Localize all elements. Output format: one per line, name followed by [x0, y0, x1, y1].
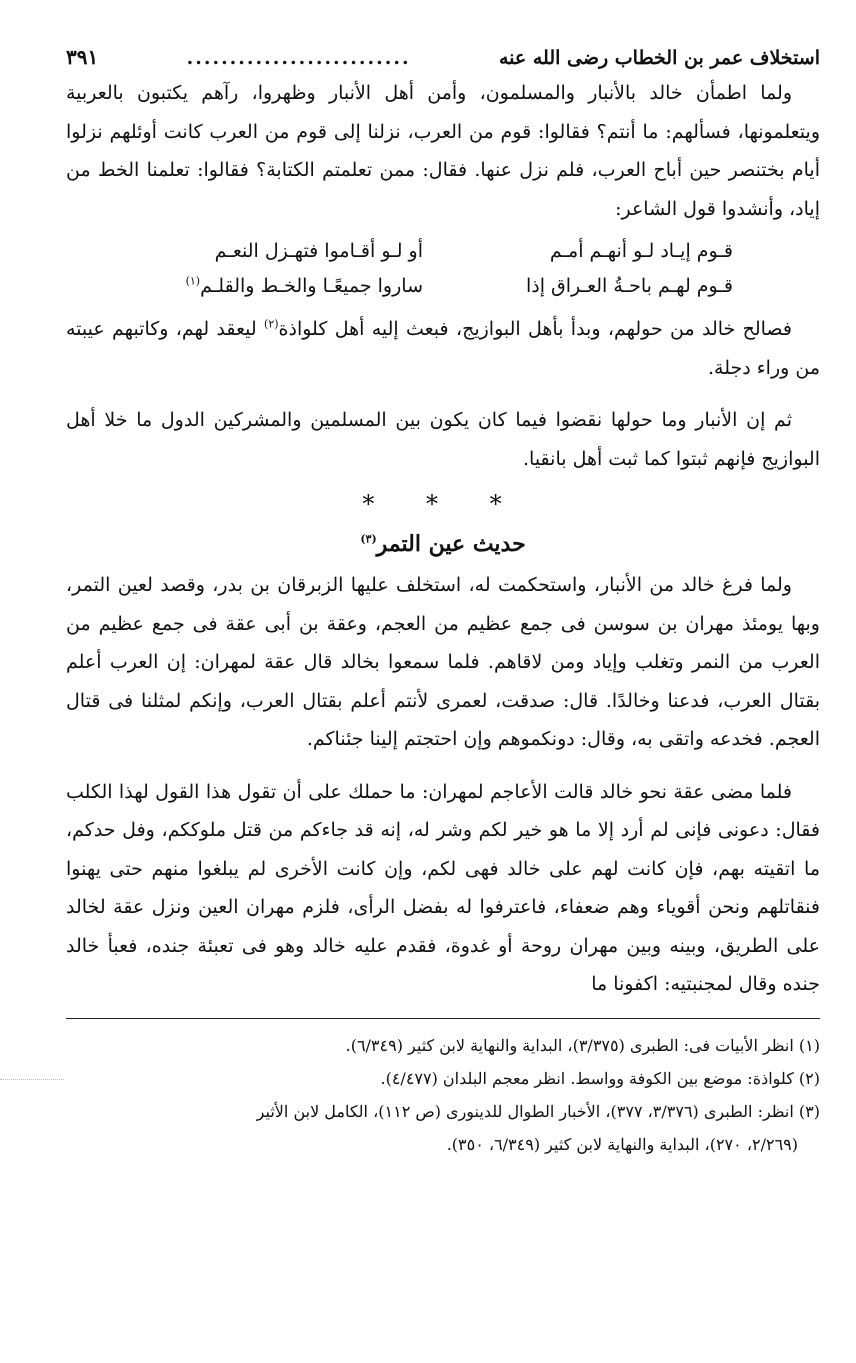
- paragraph-2: [66, 310, 820, 387]
- verse-2: [66, 269, 820, 304]
- verse-2-second-text: ساروا جميعًـا والخـط والقلـم: [200, 275, 423, 297]
- poem: [66, 234, 820, 304]
- paragraph-2-part-a: فصالح خالد من حولهم، وبدأ بأهل البوازيج، فبعث إليه أهل كلواذة: [278, 318, 792, 340]
- verse-1-second-hemistich: أو لـو أقـاموا فتهـزل النعـم: [214, 240, 423, 262]
- paragraph-4: ولما فرغ خالد من الأنبار، واستحكمت له، استخلف عليها الزبرقان بن بدر، وقصد لعين التمر، وبها يومئذ مهران بن سوسن فى جمع عظيم من العجم، وعقة بن أبى عقة فى جمع عظيم من العرب من النمر وتغلب وإياد ومن لاقاهم. فلما سمعوا بخالد قال عقة لمهران: إن العرب أعلم بقتال العرب، فدعنا وخالدًا. قال: صدقت، لعمرى لأنتم أعلم بقتال العرب، وإنكم لمثلنا فى قتال العجم. فخدعه واتقى به، وقال: دونكموهم وإن احتجتم إلينا جئناكم.: [66, 574, 820, 750]
- book-page: [66, 40, 820, 1161]
- footnote-ref-1[interactable]: (١): [185, 274, 201, 288]
- chapter-title: استخلاف عمر بن الخطاب رضى الله عنه: [498, 47, 820, 69]
- footnote-3: (٣) انظر: الطبرى (٣/٣٧٦، ٣٧٧)، الأخبار الطوال للدينورى (ص ١١٢)، الكامل لابن الأثير: [256, 1101, 820, 1121]
- footnote-3-continued: (٢/٢٦٩، ٢٧٠)، البداية والنهاية لابن كثير (٦/٣٤٩، ٣٥٠).: [446, 1134, 798, 1154]
- paragraph-2-part-b: ليعقد لهم، وكاتبهم عيبته من وراء دجلة.: [66, 318, 820, 379]
- section-heading-text: حديث عين التمر: [376, 531, 526, 557]
- footnote-ref-2[interactable]: (٢): [264, 317, 279, 331]
- paragraph-3: ثم إن الأنبار وما حولها نقضوا فيما كان يكون بين المسلمين والمشركين الدول ما خلا أهل البوازيج فإنهم ثبتوا كما ثبت أهل بانقيا.: [66, 409, 820, 470]
- footnote-2: (٢) كلواذة: موضع بين الكوفة وواسط. انظر معجم البلدان (٤/٤٧٧).: [380, 1068, 820, 1088]
- paragraph-5: فلما مضى عقة نحو خالد قالت الأعاجم لمهران: ما حملك على أن تقول هذا القول لهذا الكلب فقال: دعونى فإنى لم أرد إلا ما هو خير لكم وشر له، إنه قد جاءكم من قتل ملوككم، وفل حدكم، ما اتقيته بهم، فإن كانت لهم على خالد فهى لكم، وإن كانت الأخرى لم يبلغوا منهم حتى يهنوا فنقاتلهم ونحن أقوياء وهم ضعفاء، فاعترفوا له بفضل الرأى، فلزم مهران العين ونزل عقة لخالد على الطريق، وبينه وبين مهران روحة أو غدوة، فقدم عليه خالد وهو فى تعبئة جنده، فعبأ خالد جنده وقال لمجنبتيه: اكفونا ما: [66, 780, 820, 995]
- footnote-ref-3[interactable]: (٣): [360, 532, 377, 546]
- footnote-separator: [66, 1018, 820, 1019]
- verse-1: [66, 234, 820, 269]
- verse-2-first-hemistich: قـوم لهـم باحـةُ العـراق إذا: [525, 275, 733, 297]
- section-separator-stars: * * *: [362, 490, 524, 518]
- running-header: [66, 40, 820, 74]
- leader-dots: ..........................: [186, 47, 411, 69]
- page-number: ٣٩١: [66, 45, 99, 69]
- footnote-1: (١) انظر الأبيات فى: الطبرى (٣/٣٧٥)، البداية والنهاية لابن كثير (٦/٣٤٩).: [345, 1035, 820, 1055]
- section-heading: [66, 522, 820, 566]
- scan-artifact-line: [0, 1079, 64, 1080]
- verse-2-second-hemistich: [153, 269, 423, 304]
- paragraph-1: ولما اطمأن خالد بالأنبار والمسلمون، وأمن أهل الأنبار وظهروا، رآهم يكتبون بالعربية ويتعلمونها، فسألهم: ما أنتم؟ فقالوا: قوم من العرب، نزلنا إلى قوم من العرب كانت أوئلهم نزلوا أيام بختنصر حين أباح العرب، فلم نزل عنها. فقال: ممن تعلمتم الكتابة؟ فقالوا: تعلمنا الخط من إياد، وأنشدوا قول الشاعر:: [66, 82, 820, 220]
- verse-1-first-hemistich: قـوم إيـاد لـو أنهـم أمـم: [549, 240, 733, 262]
